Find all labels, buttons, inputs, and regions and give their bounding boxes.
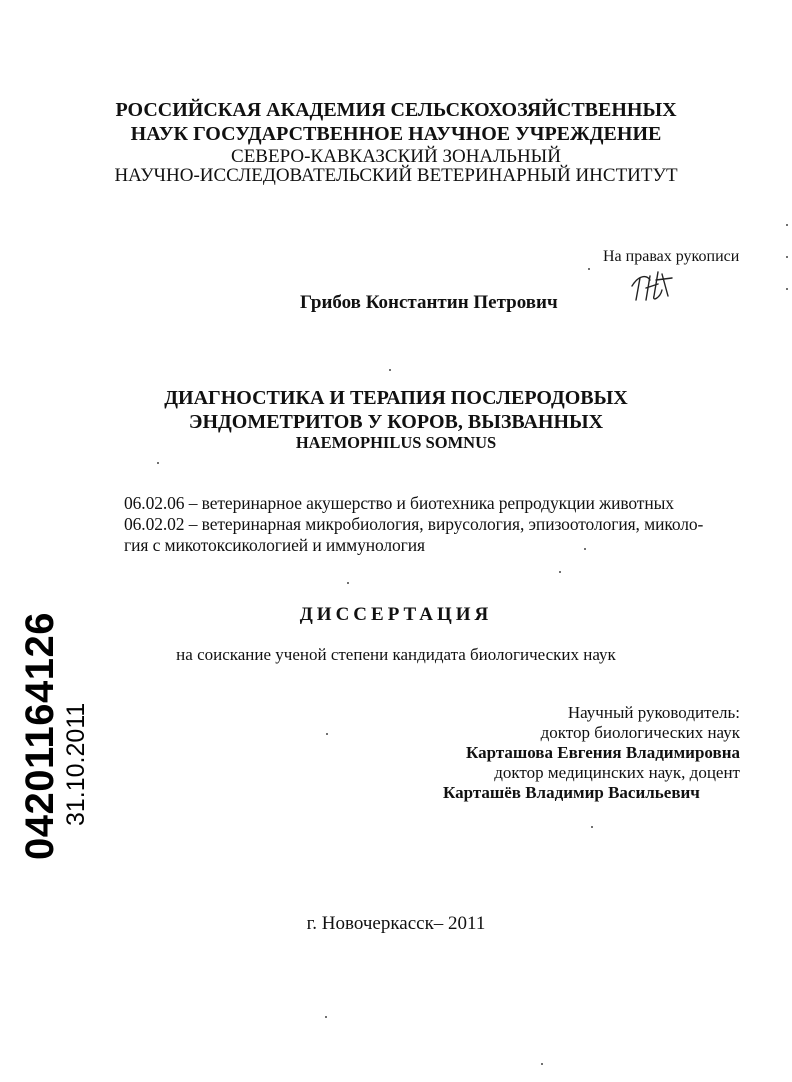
scan-speck [157,462,159,464]
scan-speck [347,582,349,584]
manuscript-note: На правах рукописи [603,248,740,265]
document-type: ДИССЕРТАЦИЯ [299,604,493,625]
advisor-2-name: Карташёв Владимир Васильевич [443,783,700,802]
advisor-heading: Научный руководитель: [567,703,740,722]
thesis-title-line-2: ЭНДОМЕТРИТОВ У КОРОВ, ВЫЗВАННЫХ [188,411,604,433]
thesis-title-line-1: ДИАГНОСТИКА И ТЕРАПИЯ ПОСЛЕРОДОВЫХ [164,387,628,409]
scan-speck [559,571,561,573]
institution-line-4: НАУЧНО-ИССЛЕДОВАТЕЛЬСКИЙ ВЕТЕРИНАРНЫЙ ИНСТИТУТ [114,165,678,186]
degree-purpose: на соискание ученой степени кандидата биологических наук [176,645,616,664]
thesis-title-line-3: HAEMOPHILUS SOMNUS [295,433,497,452]
specialty-line-1: 06.02.06 – ветеринарное акушерство и биотехника репродукции животных [124,493,674,513]
scan-speck [584,548,586,550]
scan-speck [389,369,391,371]
scan-speck [541,1063,543,1065]
scan-speck [786,288,788,290]
advisor-1-name: Карташова Евгения Владимировна [465,743,740,762]
scan-speck [786,224,788,226]
institution-line-3: СЕВЕРО-КАВКАЗСКИЙ ЗОНАЛЬНЫЙ [231,146,561,167]
signature-image [628,266,676,306]
specialty-line-3: гия с микотоксикологией и иммунология [124,535,425,555]
author-name: Грибов Константин Петрович [300,292,558,313]
specialty-line-2: 06.02.02 – ветеринарная микробиология, вирусология, эпизоотология, миколо- [124,514,704,534]
scan-speck [786,256,788,258]
scan-speck [325,1016,327,1018]
advisor-1-degree: доктор биологических наук [540,723,740,742]
scan-speck [588,268,590,270]
registration-number-stamp: 04201164126 [18,612,62,860]
institution-line-1: РОССИЙСКАЯ АКАДЕМИЯ СЕЛЬСКОХОЗЯЙСТВЕННЫХ [115,99,677,121]
scan-speck [326,733,328,735]
advisor-2-degree: доктор медицинских наук, доцент [494,763,740,782]
scan-speck [591,826,593,828]
registration-date-stamp: 31.10.2011 [62,702,90,826]
institution-line-2: НАУК ГОСУДАРСТВЕННОЕ НАУЧНОЕ УЧРЕЖДЕНИЕ [130,123,662,145]
city-year: г. Новочеркасск– 2011 [306,913,486,934]
